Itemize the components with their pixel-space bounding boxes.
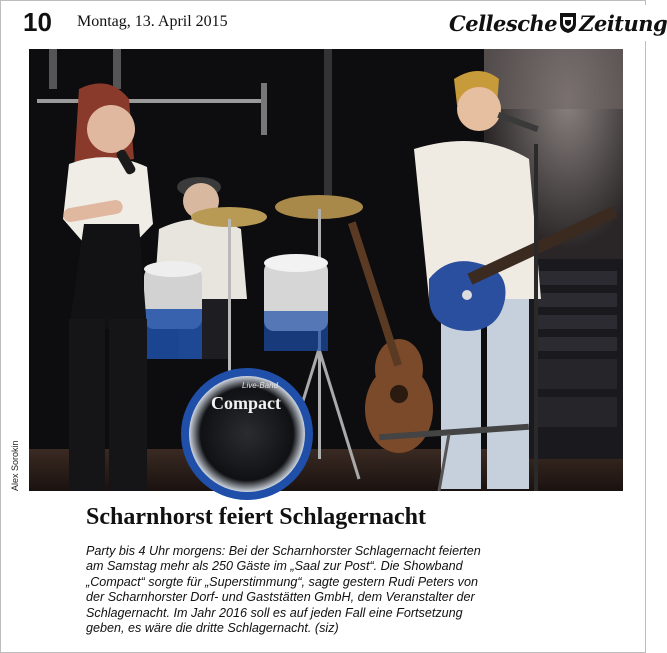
concert-photo	[29, 49, 623, 491]
article-line: Party bis 4 Uhr morgens: Bei der Scharnhorster Schlagernacht feierten	[86, 544, 481, 558]
drum-brand-label: Live-Band	[242, 381, 279, 390]
article-body	[86, 544, 586, 636]
newspaper-masthead	[449, 5, 667, 41]
masthead-word-1: Cellesche	[449, 10, 558, 36]
issue-date: Montag, 13. April 2015	[77, 13, 228, 30]
photo-credit: Alex Sorokin	[10, 440, 20, 491]
masthead-word-2: Zeitung	[579, 10, 667, 36]
stage-scene	[29, 49, 623, 491]
article-line: „Compact“ sorgte für „Superstimmung“, sagte gestern Rudi Peters von	[86, 574, 478, 589]
drum-band-name: Compact	[211, 393, 281, 413]
article-headline: Scharnhorst feiert Schlagernacht	[86, 504, 426, 530]
article-line: geben, es wäre die dritte Schlagernacht. (siz)	[86, 621, 339, 636]
article-line: am Samstag mehr als 250 Gäste im „Saal zur Post“. Die Showband	[86, 559, 463, 574]
article-line: Schlagernacht. Im Jahr 2016 soll es auf jeden Fall eine Fortsetzung	[86, 605, 463, 620]
coat-of-arms-icon	[559, 12, 577, 34]
article-line: der Scharnhorster Dorf- und Gaststätten GmbH, dem Veranstalter der	[86, 590, 475, 605]
page-header	[1, 1, 667, 45]
page-number: 10	[23, 7, 52, 37]
